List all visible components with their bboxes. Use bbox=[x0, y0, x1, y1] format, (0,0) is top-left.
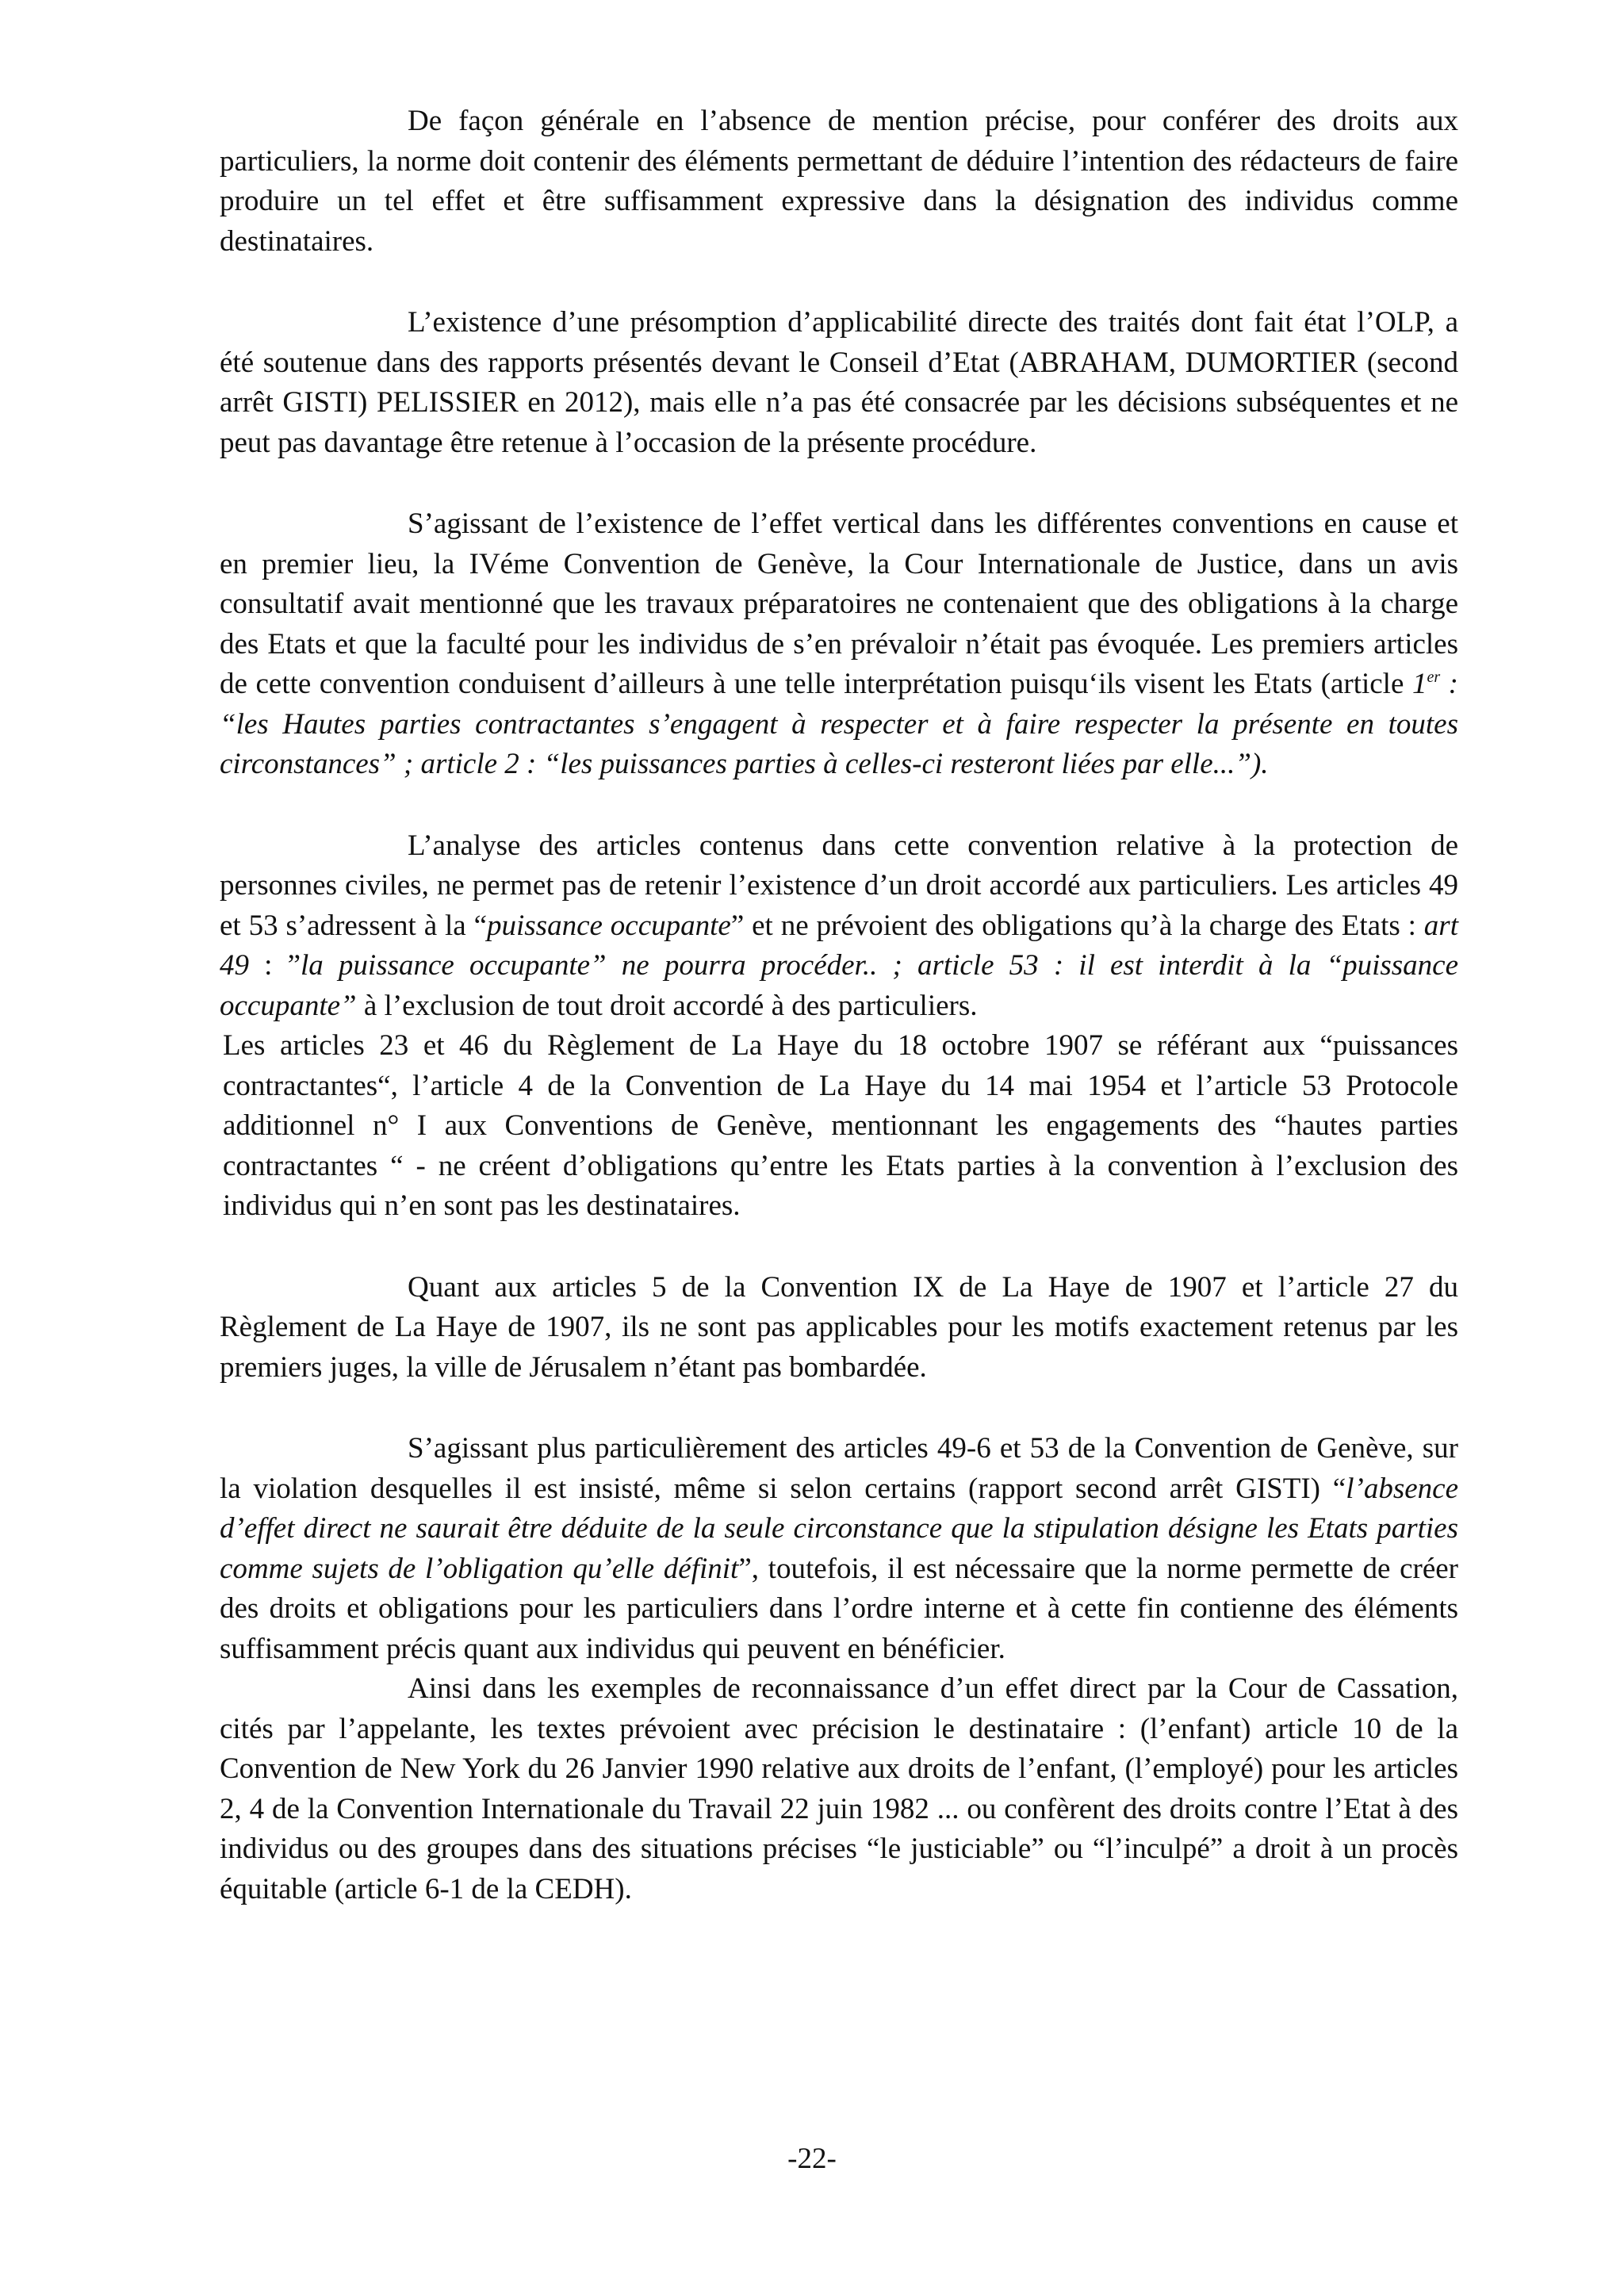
italic-quote: la puissance occupante” ne pourra procéder.. ; article 53 : il est interdit à la “puissance occupante” bbox=[220, 949, 1459, 1022]
paragraph-convention-ix: Quant aux articles 5 de la Convention IX de La Haye de 1907 et l’article 27 du Règlement de La Haye de 1907, ils ne sont pas applicables pour les motifs exactement retenus par les premiers juges, la ville de Jérusalem n’étant pas bombardée. bbox=[220, 1270, 1458, 1384]
paragraph-articles-49-53 bbox=[220, 1429, 1458, 1669]
text-segment: à l’exclusion de tout droit accordé à des particuliers. bbox=[356, 989, 978, 1022]
italic-quote: : “les Hautes parties contractantes s’engagent à respecter et à faire respecter la présente en toutes circonstances” ; article 2 : “les puissances parties à celles-ci resteront liées par elle...”). bbox=[220, 668, 1458, 780]
paragraph-presumption-direct-applicability: L’existence d’une présomption d’applicabilité directe des traités dont fait état l’OLP, a été soutenue dans des rapports présentés devant le Conseil d’Etat (ABRAHAM, DUMORTIER (second arrêt GISTI) PELISSIER en 2012), mais elle n’a pas été consacrée par les décisions subséquentes et ne peut pas davantage être retenue à l’occasion de la présente procédure. bbox=[220, 306, 1458, 459]
paragraph-cassation-examples: Ainsi dans les exemples de reconnaissance d’un effet direct par la Cour de Cassation, cités par l’appelante, les textes prévoient avec précision le destinataire : (l’enfant) article 10 de la Convention de New York du 26 Janvier 1990 relative aux droits de l’enfant, (l’employé) pour les articles 2, 4 de la Convention Internationale du Travail 22 juin 1982 ... ou confèrent des droits contre l’Etat à des individus ou des groupes dans des situations précises “le justiciable” ou “l’inculpé” a droit à un procès équitable (article 6-1 de la CEDH). bbox=[220, 1672, 1458, 1905]
italic-segment: art 49 bbox=[220, 909, 1458, 982]
italic-quote: l’absence d’effet direct ne saurait être déduite de la seule circonstance que la stipulation désigne les Etats parties comme sujets de l’obligation qu’elle définit bbox=[220, 1472, 1458, 1585]
italic-segment: 1 bbox=[1411, 668, 1427, 700]
document-body bbox=[220, 101, 1458, 1951]
page-number: -22- bbox=[787, 2143, 837, 2175]
paragraph-general-principle: De façon générale en l’absence de mention précise, pour conférer des droits aux particuliers, la norme doit contenir des éléments permettant de déduire l’intention des rédacteurs de faire produire un tel effet et être suffisamment expressive dans la désignation des individus comme destinataires. bbox=[220, 105, 1458, 258]
paragraph-articles-analysis bbox=[220, 826, 1458, 1027]
paragraph-vertical-effect bbox=[220, 504, 1458, 785]
paragraph-hague-regulations: Les articles 23 et 46 du Règlement de La Haye du 18 octobre 1907 se référant aux “puissances contractantes“, l’article 4 de la Convention de La Haye du 14 mai 1954 et l’article 53 Protocole additionnel n° I aux Conventions de Genève, mentionnant les engagements des “hautes parties contractantes “ - ne créent d’obligations qu’entre les Etats parties à la convention à l’exclusion des individus qui n’en sont pas les destinataires. bbox=[223, 1029, 1458, 1222]
superscript: er bbox=[1427, 668, 1441, 686]
text-segment: ”, toutefois, il est nécessaire que la norme permette de créer des droits et obligations pour les particuliers dans l’ordre interne et à cette fin contienne des éléments suffisamment précis quant aux individus qui peuvent en bénéficier. bbox=[220, 1552, 1458, 1665]
text-segment: ” et ne prévoient des obligations qu’à la charge des Etats : bbox=[730, 909, 1424, 942]
text-segment: S’agissant de l’existence de l’effet vertical dans les différentes conventions en cause et en premier lieu, la IVéme Convention de Genève, la Cour Internationale de Justice, dans un avis consultatif avait mentionné que les travaux préparatoires ne contenaient que des obligations à la charge des Etats et que la faculté pour les individus de s’en prévaloir n’était pas évoquée. Les premiers articles de cette convention conduisent d’ailleurs à une telle interprétation puisqu‘ils visent les Etats (article bbox=[220, 507, 1458, 700]
text-segment: S’agissant plus particulièrement des articles 49-6 et 53 de la Convention de Genève, sur la violation desquelles il est insisté, même si selon certains (rapport second arrêt GISTI) “ bbox=[220, 1432, 1458, 1505]
text-segment: L’analyse des articles contenus dans cette convention relative à la protection de personnes civiles, ne permet pas de retenir l’existence d’un droit accordé aux particuliers. Les articles 49 et 53 s’adressent à la “ bbox=[220, 829, 1458, 942]
text-segment: : ” bbox=[249, 949, 301, 982]
italic-segment: puissance occupante bbox=[487, 909, 731, 942]
